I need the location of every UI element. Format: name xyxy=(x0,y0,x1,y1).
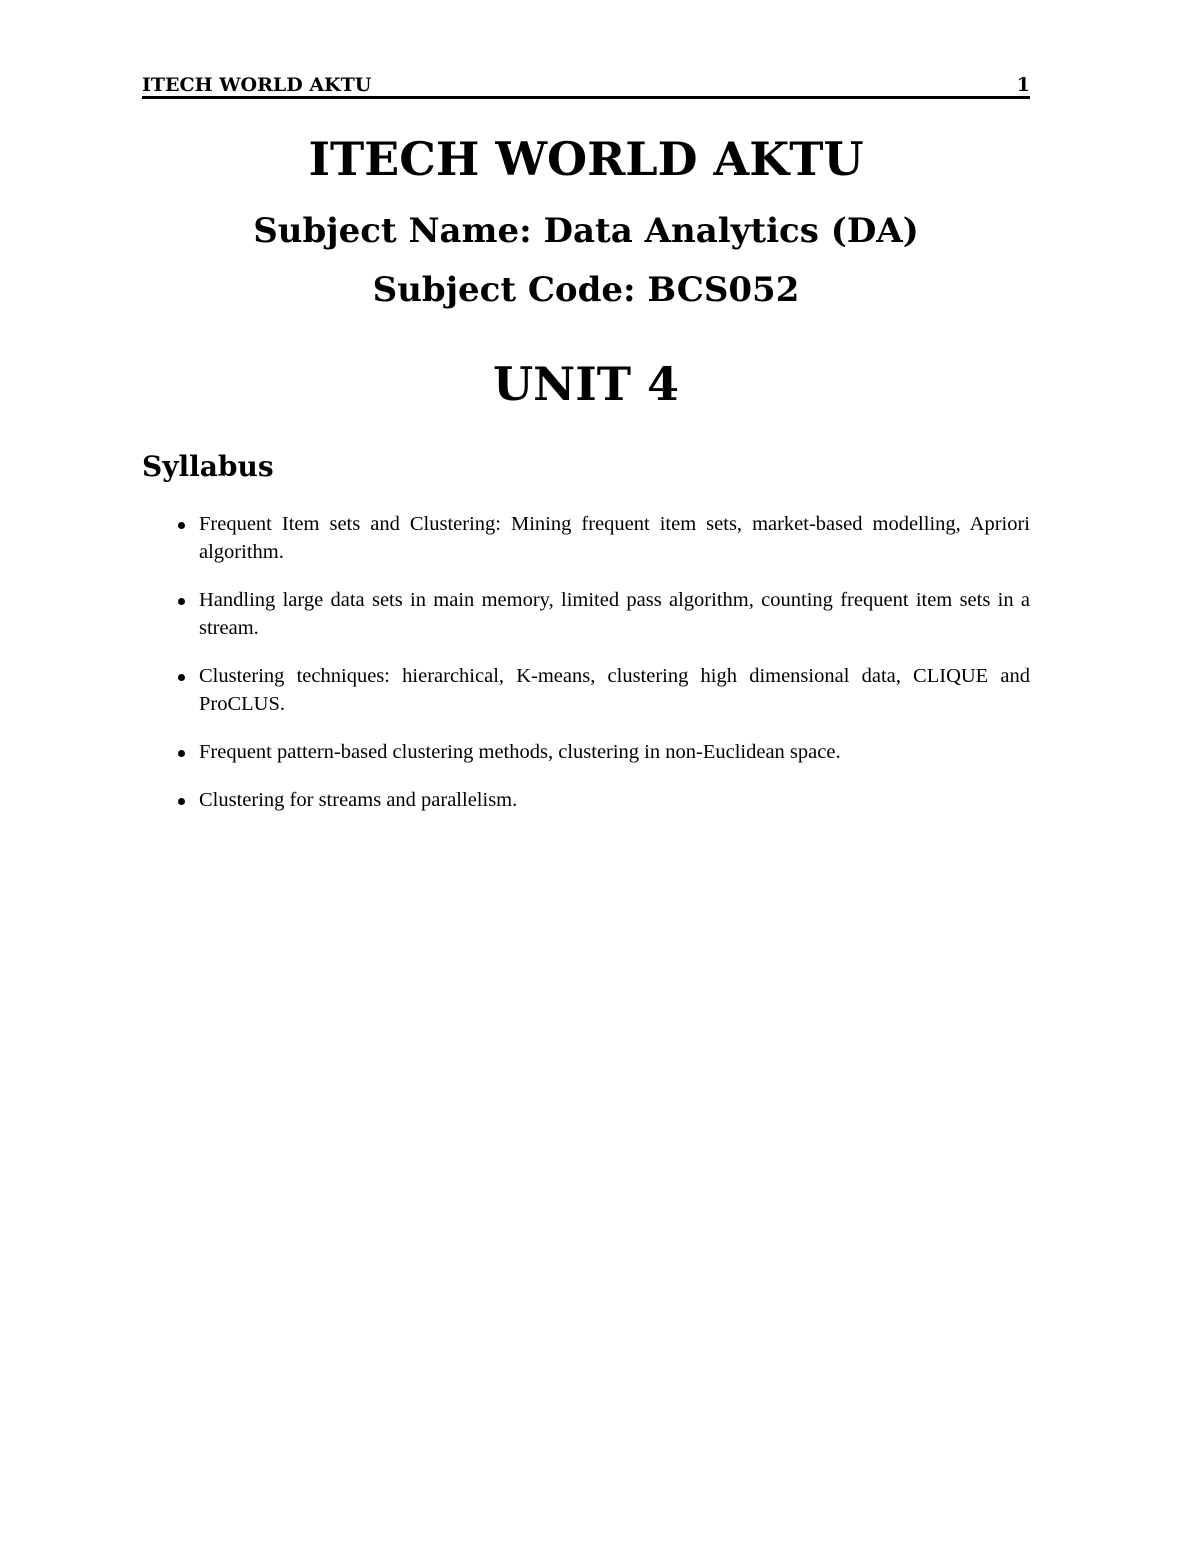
syllabus-item xyxy=(142,586,1030,642)
syllabus-item-text: Frequent pattern-based clustering methods, clustering in non-Euclidean space. xyxy=(199,741,841,763)
syllabus-item-text: Handling large data sets in main memory, limited pass algorithm, counting frequent item sets in a stream. xyxy=(199,589,1030,639)
syllabus-item-text: Frequent Item sets and Clustering: Mining frequent item sets, market-based modelling, Apriori algorithm. xyxy=(199,513,1030,563)
bullet-icon xyxy=(178,674,185,681)
bullet-icon xyxy=(178,522,185,529)
unit-title: UNIT 4 xyxy=(493,357,679,411)
bullet-icon xyxy=(178,598,185,605)
bullet-icon xyxy=(178,750,185,757)
syllabus-item-text: Clustering for streams and parallelism. xyxy=(199,789,518,811)
syllabus-heading: Syllabus xyxy=(142,450,274,483)
subject-name: Subject Name: Data Analytics (DA) xyxy=(253,211,919,251)
syllabus-item xyxy=(142,510,1030,566)
syllabus-item xyxy=(142,786,1030,814)
syllabus-list xyxy=(142,510,1030,834)
syllabus-item xyxy=(142,662,1030,718)
syllabus-item xyxy=(142,738,1030,766)
subject-code: Subject Code: BCS052 xyxy=(372,270,800,310)
document-title: ITECH WORLD AKTU xyxy=(308,132,864,186)
running-header-title: ITECH WORLD AKTU xyxy=(142,74,372,96)
syllabus-item-text: Clustering techniques: hierarchical, K-means, clustering high dimensional data, CLIQUE and ProCLUS. xyxy=(199,665,1030,715)
bullet-icon xyxy=(178,798,185,805)
page-number: 1 xyxy=(1016,74,1030,96)
running-header xyxy=(142,70,1030,96)
header-rule xyxy=(142,96,1030,99)
